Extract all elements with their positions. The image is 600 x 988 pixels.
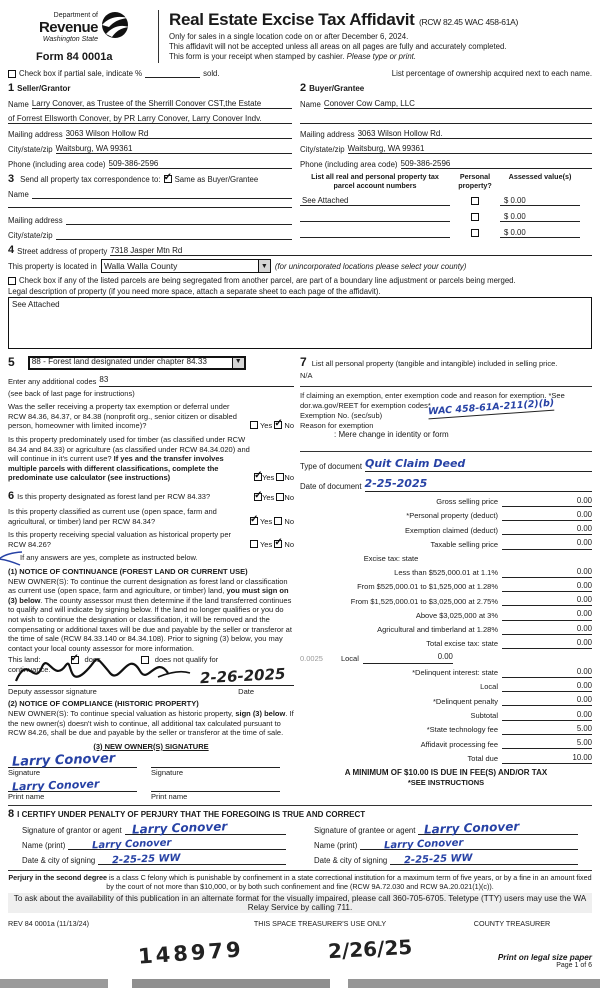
rev-number: REV 84 0001a (11/13/24)	[8, 919, 89, 929]
personal-property-checkbox-1[interactable]	[471, 197, 479, 205]
q-currentuse-no-checkbox[interactable]	[274, 517, 282, 525]
fee-value[interactable]: 5.00	[558, 738, 592, 749]
q-deferral-yes-checkbox[interactable]	[250, 421, 258, 429]
q-historical-no-checkbox[interactable]	[274, 540, 282, 548]
deputy-date-handwritten: 2-26-2025	[200, 665, 287, 688]
fee-value[interactable]: 0.00	[558, 524, 592, 535]
ownership-note: List percentage of ownership acquired next to each name.	[391, 69, 592, 78]
notice-continuance-body: NEW OWNER(S): To continue the current designation as forest land or classification as current use (open space, farm and agriculture, or timber) land, you must sign on (3) below. The county assessor must then determine if the land transferred continues to qualify and will indicate by signing below. If the land no longer qualifies or you do not wish to continue the designation or classification, it will be removed and the compensating or additional taxes will be due and payable by the seller or transferor at the time of sale (RCW 84.33.140 or 84.34.108). Prior to signing (3) below, you may contact your local county assessor for more information.	[8, 576, 292, 653]
continuance-determination: This land: ✓ does does not qualify for continuance. 2-26-2025 Deputy assessor signature Date	[8, 655, 294, 695]
section-3-correspondence: 3 Send all property tax correspondence to: ✓ Same as Buyer/Grantee Name Mailing address City/state/zip	[8, 173, 300, 240]
parcel-row	[300, 228, 592, 238]
parcel-number-field[interactable]: See Attached	[300, 196, 450, 206]
street-address-field[interactable]: 7318 Jasper Mtn Rd	[110, 246, 592, 256]
treasurer-stamp-number: 148979	[137, 937, 245, 970]
dor-logo-icon	[100, 10, 130, 45]
treasurer-space-label: THIS SPACE TREASURER'S USE ONLY	[253, 919, 387, 929]
section-8-certify: 8 I CERTIFY UNDER PENALTY OF PERJURY THAT THE FOREGOING IS TRUE AND CORRECT Signature of grantor or agent Larry Conover Name (print) Larry Conover Date & city of signing 2-25-25 WW Signature of grantee or agent Larry Conover Name (print) Larry Conover Date & city of signing 2-25-25 WW	[8, 805, 592, 865]
personal-property-checkbox-2[interactable]	[471, 213, 479, 221]
personal-property-checkbox-3[interactable]	[471, 229, 479, 237]
form-title: Real Estate Excise Tax Affidavit (RCW 82.45 WAC 458-61A)	[169, 10, 519, 29]
q-forest-yes-checkbox[interactable]	[254, 493, 262, 501]
parcel-row	[300, 212, 592, 222]
fee-value[interactable]: 0.00	[558, 581, 592, 592]
predominate-use-question: Is this property predominately used for timber (as classified under RCW 84.34 and 84.33) or agriculture (as classified under RCW 84.34.020) and will continue in it's current use? If yes and the transfer involves multiple parcels with different classifications, complete the predominate use calculator (see instructions) ✓ Yes No	[8, 435, 294, 483]
seller-name-field-2[interactable]: of Forrest Ellsworth Conover, by PR Larry Conover, Larry Conover Indv.	[8, 114, 292, 124]
current-use-question: Is this property classified as current use (open space, farm and agricultural, or timber) land per RCW 84.34? ✓ Yes No	[8, 507, 294, 526]
exemption-code-handwritten[interactable]: WAC 458-61A-211(2)(b)	[428, 397, 555, 419]
washington-state-label: Washington State	[42, 36, 98, 43]
new-owner-signature-title: (3) NEW OWNER(S) SIGNATURE	[93, 741, 209, 751]
correspondence-city-field[interactable]	[56, 239, 292, 240]
buyer-city-field[interactable]: Waitsburg, WA 99361	[348, 144, 592, 154]
form-number: Form 84 0001a	[36, 51, 113, 63]
tty-note: To ask about the availability of this publication in an alternate format for the visually impaired, please call 360-705-6705. Teletype (TTY) users may use the WA Relay Service by calling 711.	[8, 893, 592, 913]
seller-name-field[interactable]: Larry Conover, as Trustee of the Sherrill Conover CST,the Estate	[32, 99, 292, 109]
grantee-signature-handwritten: Larry Conover	[423, 819, 520, 838]
grantee-certification: Signature of grantee or agent Larry Conover Name (print) Larry Conover Date & city of signing 2-25-25 WW	[300, 820, 592, 865]
buyer-phone-field[interactable]: 509-386-2596	[401, 159, 592, 169]
section-6-forest-question: 6 Is this property designated as forest land per RCW 84.33? ✓ Yes No	[8, 489, 294, 503]
fee-value[interactable]: 0.00	[558, 538, 592, 549]
owner-signature-1[interactable]: Larry Conover Signature Larry Conover Print name	[8, 754, 151, 801]
seller-phone-field[interactable]: 509-386-2596	[109, 159, 292, 169]
exemption-note: If claiming an exemption, enter exemption code and reason for exemption. *See dor.wa.gov/REET for exemption codes*	[300, 391, 565, 411]
dept-of-label: Department of	[53, 12, 98, 19]
legal-description-field[interactable]: See Attached	[8, 297, 592, 349]
if-yes-note: If any answers are yes, complete as instructed below.	[20, 553, 198, 563]
correspondence-name-field[interactable]	[32, 198, 292, 199]
parcel-numbers-header: List all real and personal property tax parcel account numbers	[311, 172, 439, 190]
fee-value[interactable]: 0.00	[558, 638, 592, 649]
segregated-checkbox[interactable]	[8, 277, 16, 285]
doc-date-field[interactable]: 2-25-2025	[365, 477, 592, 492]
notice-compliance-body: NEW OWNER(S): To continue special valuation as historic property, sign (3) below. If the new owner(s) doesn't wish to continue, all additional tax calculated pursuant to RCW 84.26, shall be due and payable by the seller or transferor at the time of sale.	[8, 708, 294, 738]
exemption-deferral-question: Was the seller receiving a property tax exemption or deferral under RCW 84.36, 84.37, or 84.38 (nonprofit org., senior citizen or disabled person, homeowner with limited income)? Yes ✓ No	[8, 402, 294, 431]
perjury-note: Perjury in the second degree is a class C felony which is punishable by confinement in a state correctional institution for a maximum term of five years, or by a fine in an amount fixed by the court of not more than $10,000, or by both such confinement and fine (RCW 9A.72.030 and RCW 9A.20.021(1)(c)).	[8, 870, 592, 891]
excise-tax-state-header: Excise tax: state	[363, 553, 419, 563]
buyer-mailing-field[interactable]: 3063 Wilson Hollow Rd.	[358, 129, 592, 139]
fee-value[interactable]: 0.00	[558, 681, 592, 692]
fee-value[interactable]: 0.00	[558, 567, 592, 578]
buyer-name-field[interactable]: Conover Cow Camp, LLC	[324, 99, 592, 109]
additional-codes-field[interactable]: 83	[99, 375, 294, 386]
same-as-buyer-checkbox[interactable]	[164, 175, 172, 183]
fee-value[interactable]: 0.00	[558, 695, 592, 706]
notice-compliance-title: (2) NOTICE OF COMPLIANCE (HISTORIC PROPERTY)	[8, 699, 199, 709]
correspondence-mailing-field[interactable]	[66, 224, 292, 225]
dropdown-arrow-icon[interactable]: ▼	[258, 260, 270, 272]
print-legal-note: Print on legal size paper	[497, 953, 592, 963]
section-2-buyer: 2 Buyer/Grantee Name Conover Cow Camp, LLC Mailing address 3063 Wilson Hollow Rd. City/state/zip Waitsburg, WA 99361 Phone (including area code) 509-386-2596	[300, 80, 592, 169]
handwritten-check-mark	[0, 551, 24, 567]
minimum-due-note: A MINIMUM OF $10.00 IS DUE IN FEE(S) AND/OR TAX	[344, 767, 548, 777]
personal-property-na[interactable]: N/A	[300, 370, 313, 380]
owner-signature-handwritten: Larry Conover	[11, 750, 116, 770]
fee-value[interactable]: 10.00	[558, 753, 592, 764]
see-instructions-note: *SEE INSTRUCTIONS	[407, 778, 485, 788]
seller-mailing-field[interactable]: 3063 Wilson Hollow Rd	[66, 129, 292, 139]
parcel-row	[300, 196, 592, 206]
partial-percent-field[interactable]	[145, 77, 200, 78]
doc-type-field[interactable]: Quit Claim Deed	[365, 457, 592, 472]
q-deferral-no-checkbox[interactable]	[274, 421, 282, 429]
assessed-value-field-1[interactable]: $ 0.00	[500, 196, 580, 206]
legal-description-label: Legal description of property (if you need more space, attach a separate sheet to each page of the affidavit).	[8, 287, 381, 296]
treasurer-footer	[8, 919, 592, 988]
section-7: 7 List all personal property (tangible and intangible) included in selling price. N/A	[300, 355, 592, 380]
fee-value[interactable]: 5.00	[558, 724, 592, 735]
county-note: (for unincorporated locations please select your county)	[274, 261, 467, 271]
fee-value[interactable]: 0.00	[558, 595, 592, 606]
notice-continuance-title: (1) NOTICE OF CONTINUANCE (FOREST LAND OR CURRENT USE)	[8, 566, 248, 576]
section-4-property: 4 Street address of property 7318 Jasper Mtn Rd This property is located in Walla Walla County ▼ (for unincorporated locations please select your county) Check box if any of the listed parcels are being segregated from another parcel, are part of a boundary line adjustment or parcels being merged. Legal description of property (if you need more space, attach a separate sheet to each page of the affidavit). See Attached	[8, 244, 592, 349]
fee-value[interactable]: 0.00	[558, 510, 592, 521]
q-predominate-no-checkbox[interactable]	[276, 473, 284, 481]
owner-printname-handwritten: Larry Conover	[11, 777, 100, 794]
historical-question: Is this property receiving special valuation as historical property per RCW 84.26? Yes ✓ No	[8, 530, 294, 549]
grantor-signature-handwritten: Larry Conover	[131, 819, 228, 838]
scan-edge-artifact	[0, 979, 600, 988]
exemption-reason-value[interactable]: : Mere change in identity or form	[334, 430, 449, 440]
parcel-table	[300, 173, 592, 240]
q-forest-no-checkbox[interactable]	[276, 493, 284, 501]
header	[8, 6, 592, 65]
personal-property-header: Personal property?	[458, 172, 492, 190]
assessed-value-field-3[interactable]: $ 0.00	[500, 228, 580, 238]
owner-signature-2[interactable]: Signature Print name	[151, 754, 294, 801]
q-predominate-yes-checkbox[interactable]	[254, 473, 262, 481]
fee-value[interactable]: 0.00	[558, 710, 592, 721]
fee-value[interactable]: 0.00	[558, 624, 592, 635]
grantor-certification: Signature of grantor or agent Larry Conover Name (print) Larry Conover Date & city of signing 2-25-25 WW	[8, 820, 300, 865]
affidavit-page: Department of Revenue Washington State Form 84 0001a Real Estate Excise Tax Affidavit (RCW 82.45 WAC 458-61A) Only for sales in a single location code on or after December 6, 2024. This affidavit will not be accepted unless all areas on all pages are fully and accurately completed. This form is your receipt when stamped by cashier. Please type or print. Check box if partial sale, indicate % sold. List percentage of ownership acquired next to each name. 1 Seller/Grantor Name Larry Conover, as Trustee of the Sherrill Conover CST,the Estate of Forrest Ellsworth Conover, by PR Larry Conover, Larry Conover Indv. Mailing address 3063 Wilson Hollow Rd City/state/zip Waitsburg, WA 99361 Phone (including area code) 509-386-2596 2 Buyer/Grantee Name Conover Cow Camp, LLC Mailing address 3063 Wilson Hollow Rd. City/state/zip Waitsburg, WA 99361 Phone (including area code) 509-386-2596 3 Send all property tax correspondence to: ✓ Same as Buyer/Grantee Name Mailing address City/state/zip List all real and personal property tax parcel account numbers Personal property? Assessed value(s) See Attached $ 0.00 $ 0.00 $ 0.00 4 Street address of property 7318 Jasper Mtn Rd This property is located in Walla Walla County ▼ (for unincorporated locations please select your county) Check box if any of the listed parcels are being segregated from another parcel, are part of a boundary line adjustment or parcels being merged. Legal description of property (if you need more space, attach a separate sheet to each page of the affidavit). See Attached 5 88 - Forest land designated under chapter 84.33 ▼ Enter any additional codes 83 (see back of last page for instructions) Was the seller receiving a property tax exemption or deferral under RCW 84.36, 84.37, or 84.38 (nonprofit org., senior citizen or disabled person, homeowner with limited income)? Yes ✓ No Is this property predominately used for timber (as classified under RCW 84.34 and 84.33) or agriculture (as classified under RCW 84.34.020) and will continue in it's current use? If yes and the transfer involves multiple parcels with different classifications, complete the predominate use calculator (see instructions) ✓ Yes No 6 Is this property designated as forest land per RCW 84.33? ✓ Yes No Is this property classified as current use (open space, farm and agricultural, or timber) land per RCW 84.34? ✓ Yes No Is this property receiving special valuation as historical property per RCW 84.26? Yes ✓ No If any answers are yes, complete as instructed below. (1) NOTICE OF CONTINUANCE (FOREST LAND OR CURRENT USE) NEW OWNER(S): To continue the current designation as forest land or classification as current use (open space, farm and agriculture, or timber) land, you must sign on (3) below. The county assessor must then determine if the land transferred continues to qualify and will indicate by signing below. If the land no longer qualifies or you do not wish to continue the designation or classification, it will be removed and the compensating or additional taxes will be due and payable by the seller or transferor at the time of sale (RCW 84.33.140 or 84.34.108). Prior to signing (3) below, you may contact your local county assessor for more information. This land: ✓ does does not qualify for continuance. 2-26-2025 Deputy assessor signature Date (2) NOTICE OF COMPLIANCE (HISTORIC PROPERTY) NEW OWNER(S): To continue special valuation as historic property, sign (3) below. If the new owner(s) doesn't wish to continue, all additional tax calculated pursuant to RCW 84.26, shall be due and payable by the seller or transferor at the time of sale. (3) NEW OWNER(S) SIGNATURE Larry Conover Signature Larry Conover Print name Signature Print name 7 List all personal property (tangible and intangible) included in selling price. N/A If claiming an exemption, enter exemption code and reason for exemption. *See dor.wa.gov/REET for exemption codes* Exemption No. (sec/sub) WAC 458-61A-211(2)(b) Reason for exemption : Mere change in identity or form Type of document Quit Claim Deed Date of document 2-25-2025 Gross selling price 0.00 *Personal property (deduct) 0.00 Exemption claimed (deduct) 0.00 Taxable selling price 0.00 Excise tax: state Less than $525,000.01 at 1.1% 0.00 From $525,000.01 to $1,525,000 at 1.28% 0.00 From $1,525,000.01 to $3,025,000 at 2.75% 0.00 Above $3,025,000 at 3% 0.00 Agricultural and timberland at 1.28% 0.00 Total excise tax: state 0.00 0.0025 Local 0.00 *Delinquent interest: state 0.00 Local 0.00 *Delinquent penalty 0.00 Subtotal 0.00 *State technology fee 5.00 Affidavit processing fee 5.00 Total due 10.00 A MINIMUM OF $10.00 IS DUE IN FEE(S) AND/OR TAX *SEE INSTRUCTIONS 8 I CERTIFY UNDER PENALTY OF PERJURY THAT THE FOREGOING IS TRUE AND CORRECT Signature of grantor or agent Larry Conover Name (print) Larry Conover Date & city of signing 2-25-25 WW Signature of grantee or agent Larry Conover Name (print) Larry Conover Date & city of signing 2-25-25 WW Perjury in the second degree is a class C felony which is punishable by confinement in a state correctional institution for a maximum term of five years, or by a fine in an amount fixed by the court of not more than $10,000, or by both such confinement and fine (RCW 9A.72.030 and RCW 9A.20.021(1)(c)). To ask about the availability of this publication in an alternate format for the visually impaired, please call 360-705-6705. Teletype (TTY) users may use the WA Relay Service by calling 711. REV 84 0001a (11/13/24) THIS SPACE TREASURER'S USE ONLY COUNTY TREASURER 148979 2/26/25 Print on legal size paper Page 1 of 6	[0, 0, 600, 988]
fee-table: Gross selling price 0.00 *Personal property (deduct) 0.00 Exemption claimed (deduct) 0.00 Taxable selling price 0.00 Excise tax: state Less than $525,000.01 at 1.1% 0.00 From $525,000.01 to $1,525,000 at 1.28% 0.00 From $1,525,000.01 to $3,025,000 at 2.75% 0.00 Above $3,025,000 at 3% 0.00 Agricultural and timberland at 1.28% 0.00 Total excise tax: state 0.00 0.0025 Local 0.00 *Delinquent interest: state 0.00 Local 0.00 *Delinquent penalty 0.00 Subtotal 0.00 *State technology fee 5.00 Affidavit processing fee 5.00 Total due 10.00	[300, 495, 592, 763]
county-dropdown[interactable]: Walla Walla County ▼	[101, 259, 271, 273]
land-use-code-dropdown[interactable]: 88 - Forest land designated under chapter 84.33 ▼	[28, 356, 246, 370]
fee-value[interactable]: 0.00	[558, 609, 592, 620]
section-1-seller: 1 Seller/Grantor Name Larry Conover, as Trustee of the Sherrill Conover CST,the Estate of Forrest Ellsworth Conover, by PR Larry Conover, Larry Conover Indv. Mailing address 3063 Wilson Hollow Rd City/state/zip Waitsburg, WA 99361 Phone (including area code) 509-386-2596	[8, 80, 300, 169]
partial-sale-checkbox[interactable]	[8, 70, 16, 78]
header-notes: Only for sales in a single location code on or after December 6, 2024. This affidavit will not be accepted unless all areas on all pages are fully and accurately completed. This form is your receipt when stamped by cashier. Please type or print.	[169, 32, 507, 62]
fee-value[interactable]: 0.00	[558, 496, 592, 507]
q-historical-yes-checkbox[interactable]	[250, 540, 258, 548]
treasurer-stamp-date: 2/26/25	[327, 935, 413, 964]
assessed-value-header: Assessed value(s)	[508, 172, 572, 181]
fee-value[interactable]: 0.00	[419, 652, 453, 663]
q-currentuse-yes-checkbox[interactable]	[250, 517, 258, 525]
revenue-wordmark: Revenue	[38, 19, 98, 36]
county-treasurer-label: COUNTY TREASURER	[473, 919, 551, 929]
section-5: 5 88 - Forest land designated under chapter 84.33 ▼	[8, 355, 294, 370]
seller-city-field[interactable]: Waitsburg, WA 99361	[56, 144, 292, 154]
assessed-value-field-2[interactable]: $ 0.00	[500, 212, 580, 222]
parcel-number-field-2[interactable]	[300, 212, 450, 222]
parcel-number-field-3[interactable]	[300, 228, 450, 238]
rcw-reference: (RCW 82.45 WAC 458-61A)	[418, 17, 519, 27]
partial-sale-label: Check box if partial sale, indicate %	[19, 69, 143, 78]
dropdown-arrow-icon[interactable]: ▼	[232, 358, 244, 368]
page-number: Page 1 of 6	[556, 962, 592, 970]
local-rate-value: 0.0025	[300, 653, 323, 663]
fee-value[interactable]: 0.00	[558, 667, 592, 678]
